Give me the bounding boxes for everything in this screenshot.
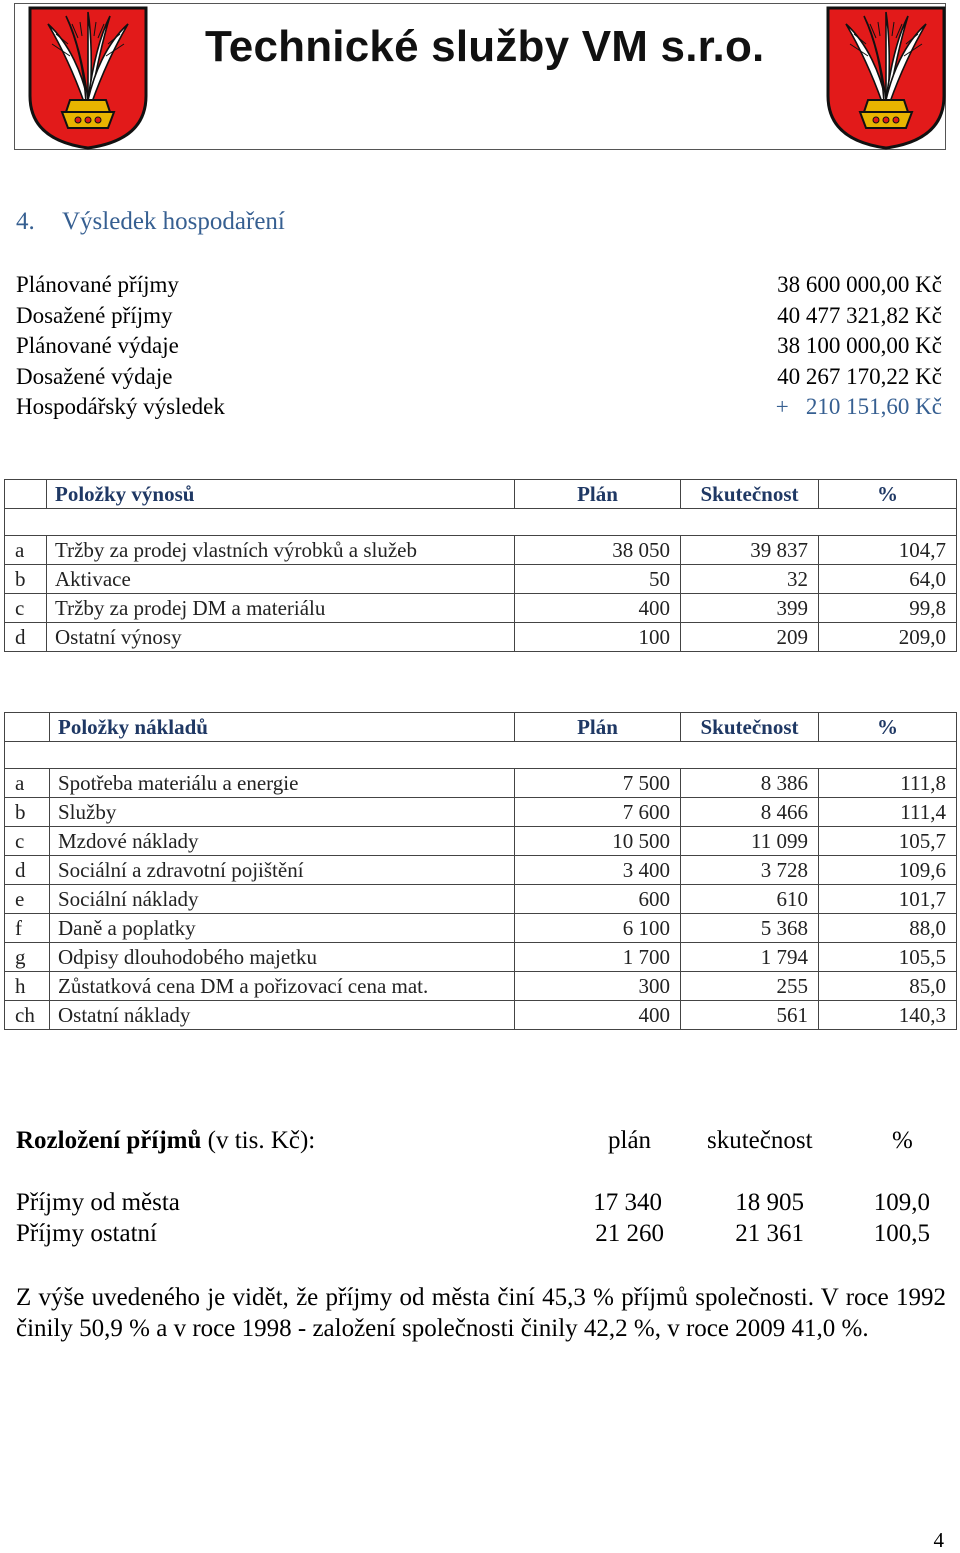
- table-header-cell: Skutečnost: [681, 713, 819, 742]
- table-header-cell: Plán: [515, 480, 681, 509]
- alloc-label: Příjmy od města: [16, 1189, 180, 1216]
- table-header-cell: %: [819, 713, 957, 742]
- income-allocation-title: [16, 1127, 315, 1155]
- table-header-cell: [5, 480, 47, 509]
- table-cell: 3 400: [515, 856, 681, 885]
- table-cell: 101,7: [819, 885, 957, 914]
- table-cell: 6 100: [515, 914, 681, 943]
- summary-value: 38 100 000,00 Kč: [777, 333, 942, 358]
- table-row: [5, 536, 957, 565]
- table-cell: 3 728: [681, 856, 819, 885]
- table-cell: 99,8: [819, 594, 957, 623]
- table-cell: 209: [681, 623, 819, 652]
- table-cell: a: [5, 536, 47, 565]
- table-cell: 561: [681, 1001, 819, 1030]
- summary-label: Hospodářský výsledek: [16, 394, 225, 419]
- table-cell: 111,8: [819, 769, 957, 798]
- table-row: [5, 972, 957, 1001]
- table-row: [5, 943, 957, 972]
- table-cell: 105,7: [819, 827, 957, 856]
- alloc-plan: 17 340: [593, 1189, 662, 1216]
- table-cell: 109,6: [819, 856, 957, 885]
- table-cell: e: [5, 885, 50, 914]
- table-cell: 105,5: [819, 943, 957, 972]
- cost-table: [4, 712, 957, 1030]
- income-allocation-row: [16, 1189, 946, 1221]
- table-cell: Služby: [50, 798, 515, 827]
- revenue-table: [4, 479, 957, 652]
- table-cell: 400: [515, 1001, 681, 1030]
- table-row: [5, 856, 957, 885]
- table-cell: a: [5, 769, 50, 798]
- table-cell: 600: [515, 885, 681, 914]
- summary-value: 38 600 000,00 Kč: [777, 272, 942, 297]
- summary-label: Plánované příjmy: [16, 272, 179, 297]
- table-cell: 88,0: [819, 914, 957, 943]
- table-cell: 64,0: [819, 565, 957, 594]
- table-row: [5, 885, 957, 914]
- economic-result-value: + 210 151,60 Kč: [775, 394, 942, 419]
- table-cell: Daně a poplatky: [50, 914, 515, 943]
- table-row: [5, 914, 957, 943]
- summary-label: Plánované výdaje: [16, 333, 179, 358]
- alloc-label: Příjmy ostatní: [16, 1220, 157, 1247]
- summary-value: 40 477 321,82 Kč: [777, 303, 942, 328]
- table-row: [5, 827, 957, 856]
- table-row: [5, 565, 957, 594]
- economic-result-row: [16, 391, 942, 422]
- page-number: 4: [933, 1528, 944, 1552]
- table-cell: 140,3: [819, 1001, 957, 1030]
- table-cell: 209,0: [819, 623, 957, 652]
- table-cell: d: [5, 856, 50, 885]
- table-cell: d: [5, 623, 47, 652]
- table-cell: 300: [515, 972, 681, 1001]
- table-cell: h: [5, 972, 50, 1001]
- income-allocation-row: [16, 1220, 946, 1252]
- table-row: [5, 1001, 957, 1030]
- table-cell: 111,4: [819, 798, 957, 827]
- coat-of-arms-icon: [824, 4, 948, 150]
- section-heading: [16, 208, 285, 236]
- table-cell: 8 386: [681, 769, 819, 798]
- summary-value: 40 267 170,22 Kč: [777, 364, 942, 389]
- table-cell: c: [5, 594, 47, 623]
- table-cell: Sociální a zdravotní pojištění: [50, 856, 515, 885]
- table-cell: f: [5, 914, 50, 943]
- table-cell: 38 050: [515, 536, 681, 565]
- table-cell: 32: [681, 565, 819, 594]
- table-spacer-row: [5, 509, 957, 536]
- alloc-header-plan: plán: [608, 1127, 652, 1154]
- table-header-cell: %: [819, 480, 957, 509]
- spacer-cell: [5, 742, 957, 769]
- alloc-actual: 18 905: [735, 1189, 804, 1216]
- table-cell: 7 500: [515, 769, 681, 798]
- table-cell: Tržby za prodej vlastních výrobků a služeb: [47, 536, 515, 565]
- table-cell: 8 466: [681, 798, 819, 827]
- table-header-cell: Položky nákladů: [50, 713, 515, 742]
- table-cell: Odpisy dlouhodobého majetku: [50, 943, 515, 972]
- section-title: Výsledek hospodaření: [62, 208, 285, 235]
- income-allocation-header: [16, 1127, 946, 1161]
- spacer-cell: [5, 509, 957, 536]
- alloc-plan: 21 260: [595, 1220, 664, 1247]
- coat-of-arms-icon: [26, 4, 150, 150]
- table-cell: 7 600: [515, 798, 681, 827]
- table-cell: 1 794: [681, 943, 819, 972]
- table-cell: b: [5, 798, 50, 827]
- alloc-actual: 21 361: [735, 1220, 804, 1247]
- table-cell: 10 500: [515, 827, 681, 856]
- table-cell: Sociální náklady: [50, 885, 515, 914]
- table-cell: Tržby za prodej DM a materiálu: [47, 594, 515, 623]
- summary-row: [16, 330, 942, 361]
- summary-row: [16, 361, 942, 392]
- table-cell: 5 368: [681, 914, 819, 943]
- section-number: 4.: [16, 208, 35, 235]
- table-cell: Spotřeba materiálu a energie: [50, 769, 515, 798]
- table-row: [5, 769, 957, 798]
- table-cell: Aktivace: [47, 565, 515, 594]
- table-spacer-row: [5, 742, 957, 769]
- table-cell: Ostatní náklady: [50, 1001, 515, 1030]
- table-cell: 50: [515, 565, 681, 594]
- table-cell: Ostatní výnosy: [47, 623, 515, 652]
- table-cell: c: [5, 827, 50, 856]
- table-cell: g: [5, 943, 50, 972]
- income-note-paragraph: Z výše uvedeného je vidět, že příjmy od města činí 45,3 % příjmů společnosti. V roce 1992 činily 50,9 % a v roce 1998 - založení společnosti činily 42,2 %, v roce 2009 41,0 %.: [16, 1284, 946, 1342]
- table-row: [5, 798, 957, 827]
- income-allocation-title-bold: Rozložení příjmů: [16, 1127, 202, 1154]
- page-title: Technické služby VM s.r.o.: [205, 22, 765, 71]
- table-cell: 1 700: [515, 943, 681, 972]
- alloc-header-percent: %: [892, 1127, 913, 1154]
- alloc-percent: 109,0: [873, 1189, 930, 1216]
- alloc-header-actual: skutečnost: [707, 1127, 813, 1154]
- summary-row: [16, 300, 942, 331]
- table-cell: 255: [681, 972, 819, 1001]
- alloc-percent: 100,5: [873, 1220, 930, 1247]
- table-cell: 400: [515, 594, 681, 623]
- table-cell: Mzdové náklady: [50, 827, 515, 856]
- income-allocation-title-rest: (v tis. Kč):: [201, 1127, 316, 1154]
- table-header-cell: Položky výnosů: [47, 480, 515, 509]
- summary-row: [16, 269, 942, 300]
- table-cell: 399: [681, 594, 819, 623]
- summary-label: Dosažené příjmy: [16, 303, 173, 328]
- table-row: [5, 623, 957, 652]
- table-header-cell: Skutečnost: [681, 480, 819, 509]
- table-row: [5, 594, 957, 623]
- table-header-row: [5, 713, 957, 742]
- table-cell: 11 099: [681, 827, 819, 856]
- table-cell: 85,0: [819, 972, 957, 1001]
- table-cell: 39 837: [681, 536, 819, 565]
- table-cell: Zůstatková cena DM a pořizovací cena mat.: [50, 972, 515, 1001]
- table-header-row: [5, 480, 957, 509]
- table-cell: ch: [5, 1001, 50, 1030]
- table-header-cell: [5, 713, 50, 742]
- table-cell: 100: [515, 623, 681, 652]
- table-cell: b: [5, 565, 47, 594]
- summary-label: Dosažené výdaje: [16, 364, 173, 389]
- table-header-cell: Plán: [515, 713, 681, 742]
- table-cell: 104,7: [819, 536, 957, 565]
- table-cell: 610: [681, 885, 819, 914]
